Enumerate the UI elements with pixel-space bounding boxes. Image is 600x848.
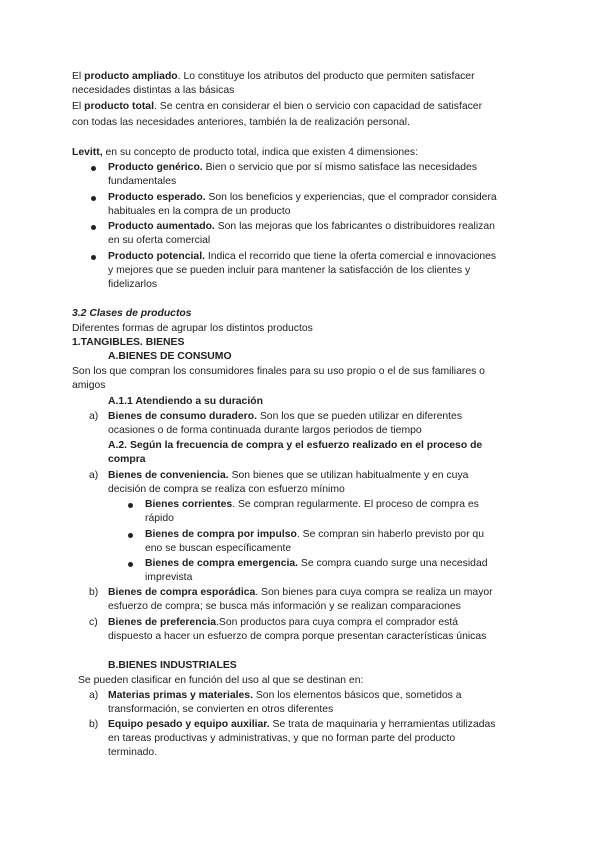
materias-line-1: Materias primas y materiales. Son los elementos básicos que, sometidos a [108,690,462,701]
bullet-icon [128,503,133,508]
heading-bienes-consumo: A.BIENES DE CONSUMO [108,351,232,362]
bullet-icon [91,255,96,260]
levitt-item-4: Producto potencial. Indica el recorrido que tiene la oferta comercial e innovaciones [108,251,497,262]
list-marker: a) [89,411,99,422]
industriales-desc: Se pueden clasificar en función del uso al que se destinan en: [78,675,364,686]
term-producto-total: producto total [84,101,154,112]
list-marker: b) [89,587,99,598]
bullet-icon [128,562,133,567]
total-line-1: El producto total. Se centra en considerar el bien o servicio con capacidad de satisfacer [72,101,483,112]
bullet-icon [91,166,96,171]
levitt-item-4-cont2: fidelizarlos [108,279,158,290]
sub-item-corrientes-cont: rápido [145,513,174,524]
term-producto-ampliado: producto ampliado [84,71,178,82]
materias-line-2: transformación, se convierten en otros diferentes [108,704,334,715]
levitt-item-1: Producto genérico. Bien o servicio que por sí mismo satisface las necesidades [108,162,478,173]
ampliado-line-2: necesidades distintas a las básicas [72,85,235,96]
levitt-item-3-cont: en su oferta comercial [108,235,211,246]
duradero-line-2: ocasiones o de forma continuada durante largos periodos de tiempo [108,425,422,436]
bullet-icon [91,196,96,201]
heading-bienes-industriales: B.BIENES INDUSTRIALES [108,660,237,671]
heading-a11: A.1.1 Atendiendo a su duración [108,396,263,407]
section-title: 3.2 Clases de productos [72,308,192,319]
list-marker: c) [89,617,98,628]
sub-item-corrientes: Bienes corrientes. Se compran regularmente. El proceso de compra es [145,499,479,510]
sub-item-impulso: Bienes de compra por impulso. Se compran sin haberlo previsto por qu [145,529,484,540]
levitt-item-3: Producto aumentado. Son las mejoras que los fabricantes o distribuidores realizan [108,221,495,232]
ampliado-line-1: El producto ampliado. Lo constituye los atributos del producto que permiten satisfacer [72,71,475,82]
equipo-line-2: en tareas productivas y administrativas, y que no forman parte del producto [108,733,456,744]
sub-item-impulso-cont: eno se buscan específicamente [145,543,292,554]
consumo-desc-2: amigos [72,380,106,391]
esporadica-line-1: Bienes de compra esporádica. Son bienes para cuya compra se realiza un mayor [108,587,493,598]
conveniencia-line-1: Bienes de conveniencia. Son bienes que se utilizan habitualmente y en cuya [108,470,469,481]
sub-item-emergencia-cont: imprevista [145,572,193,583]
heading-a2-line-2: compra [108,454,146,465]
list-marker: a) [89,690,99,701]
levitt-item-4-cont: y mejores que se pueden incluir para mantener la satisfacción de los clientes y [108,265,471,276]
bullet-icon [91,225,96,230]
consumo-desc-1: Son los que compran los consumidores finales para su uso propio o el de sus familiares o [72,366,485,377]
bullet-icon [128,533,133,538]
heading-a2-line-1: A.2. Según la frecuencia de compra y el esfuerzo realizado en el proceso de [108,440,483,451]
duradero-line-1: Bienes de consumo duradero. Son los que se pueden utilizar en diferentes [108,411,463,422]
levitt-item-2-cont: habituales en la compra de un producto [108,206,291,217]
list-marker: a) [89,470,99,481]
total-line-2: con todas las necesidades anteriores, también la de realización personal. [72,117,410,128]
levitt-intro: Levitt, en su concepto de producto total, indica que existen 4 dimensiones: [72,147,418,158]
preferencia-line-1: Bienes de preferencia.Son productos para cuya compra el comprador está [108,617,458,628]
sub-item-emergencia: Bienes de compra emergencia. Se compra cuando surge una necesidad [145,558,488,569]
equipo-line-3: terminado. [108,747,158,758]
heading-tangibles: 1.TANGIBLES. BIENES [72,337,185,348]
levitt-item-1-cont: fundamentales [108,176,177,187]
preferencia-line-2: dispuesto a hacer un esfuerzo de compra porque presentan características únicas [108,631,487,642]
section-intro: Diferentes formas de agrupar los distintos productos [72,323,313,334]
equipo-line-1: Equipo pesado y equipo auxiliar. Se trata de maquinaria y herramientas utilizadas [108,719,496,730]
conveniencia-line-2: decisión de compra se realiza con esfuerzo mínimo [108,484,345,495]
esporadica-line-2: esfuerzo de compra; se busca más información y se realizan comparaciones [108,601,461,612]
levitt-item-2: Producto esperado. Son los beneficios y experiencias, que el comprador considera [108,192,497,203]
list-marker: b) [89,719,99,730]
